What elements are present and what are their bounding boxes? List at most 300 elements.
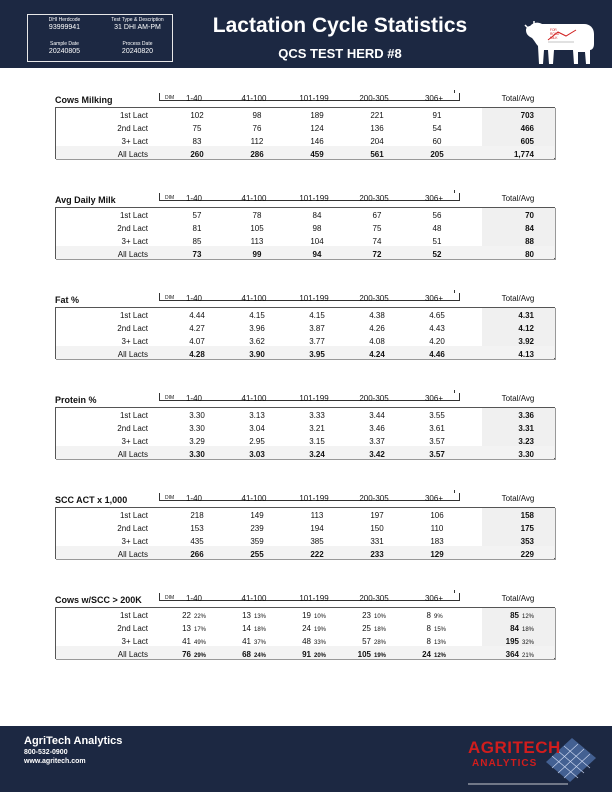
- cow-icon: [524, 14, 602, 66]
- table-cell: 4.26: [369, 324, 385, 333]
- column-header: 1-40: [185, 394, 202, 403]
- table-cell: 57: [192, 211, 202, 220]
- table-cell: 2.95: [249, 437, 265, 446]
- page-title: Lactation Cycle Statistics: [212, 14, 468, 37]
- table-cell: [167, 611, 227, 620]
- total-header: Total/Avg: [501, 494, 535, 503]
- column-header: 41-100: [241, 94, 267, 103]
- table-cell: 129: [430, 550, 444, 559]
- table-cell: 3.90: [249, 350, 265, 359]
- table-cell: [347, 624, 407, 633]
- table-row: [56, 111, 556, 124]
- column-header: 1-40: [185, 494, 202, 503]
- test-type-label: Test Type & Description: [111, 17, 164, 23]
- column-header: 1-40: [185, 194, 202, 203]
- table-cell: 197: [370, 511, 384, 520]
- table-row: [56, 137, 556, 150]
- table-cell: 3.13: [249, 411, 265, 420]
- table-cell: [287, 650, 347, 659]
- cell-count: 14: [242, 624, 251, 633]
- section-title: Fat %: [55, 295, 80, 305]
- table-cell: 385: [310, 537, 324, 546]
- cell-percent: 10%: [314, 614, 327, 620]
- row-label: 2nd Lact: [117, 324, 148, 333]
- process-date-value: 20240820: [121, 48, 154, 55]
- row-label: 2nd Lact: [117, 424, 148, 433]
- cell-count: 105: [357, 650, 371, 659]
- dim-label: DIM: [165, 495, 175, 501]
- table-cell: [167, 624, 227, 633]
- table-row: [56, 624, 556, 637]
- total-cell: 1,774: [513, 150, 534, 159]
- row-label: 3+ Lact: [121, 237, 148, 246]
- cell-count: 24: [422, 650, 431, 659]
- table-cell: 233: [370, 550, 384, 559]
- table-cell: 4.15: [249, 311, 265, 320]
- row-label: 1st Lact: [119, 211, 148, 220]
- total-percent: 32%: [522, 640, 535, 646]
- table-cell: 78: [252, 211, 262, 220]
- row-label: 2nd Lact: [117, 624, 148, 633]
- data-table: [55, 107, 555, 159]
- total-cell: 3.30: [518, 450, 534, 459]
- table-cell: 4.15: [309, 311, 325, 320]
- cell-percent: 15%: [434, 627, 447, 633]
- total-cell: 3.23: [518, 437, 534, 446]
- column-header: 306+: [424, 494, 444, 503]
- row-label: 3+ Lact: [121, 437, 148, 446]
- cell-percent: 28%: [374, 640, 387, 646]
- table-cell: 3.96: [249, 324, 265, 333]
- total-cell: 229: [520, 550, 534, 559]
- table-cell: 48: [432, 224, 442, 233]
- data-table: [55, 507, 555, 559]
- agritech-logo: [468, 732, 598, 788]
- table-cell: 359: [250, 537, 264, 546]
- total-cell: 4.31: [518, 311, 534, 320]
- table-cell: 73: [192, 250, 202, 259]
- table-row: [56, 637, 556, 650]
- logo-text-top: AGRITECH: [468, 738, 561, 757]
- total-percent: 12%: [522, 614, 535, 620]
- cow-label-3: MILK: [550, 36, 558, 40]
- cell-count: 13: [242, 611, 251, 620]
- table-cell: [227, 624, 287, 633]
- table-cell: 3.55: [429, 411, 445, 420]
- process-date-label: Process Date: [122, 41, 153, 47]
- table-cell: 239: [250, 524, 264, 533]
- table-cell: 4.38: [369, 311, 385, 320]
- table-cell: 146: [310, 137, 324, 146]
- table-cell: 3.04: [249, 424, 265, 433]
- row-label: All Lacts: [117, 450, 148, 459]
- column-header: 306+: [424, 394, 444, 403]
- table-cell: 4.46: [429, 350, 445, 359]
- table-cell: 4.44: [189, 311, 205, 320]
- total-cell: 3.31: [518, 424, 534, 433]
- column-header: 306+: [424, 594, 444, 603]
- cell-count: 24: [302, 624, 311, 633]
- cell-percent: 9%: [434, 614, 443, 620]
- total-cell: 703: [520, 111, 534, 120]
- column-header: 200-305: [359, 194, 389, 203]
- row-label: 1st Lact: [119, 311, 148, 320]
- table-cell: 153: [190, 524, 204, 533]
- total-header: Total/Avg: [501, 394, 535, 403]
- table-cell: 183: [430, 537, 444, 546]
- column-header: 41-100: [241, 594, 267, 603]
- table-cell: 113: [250, 237, 264, 246]
- column-header: 306+: [424, 94, 444, 103]
- total-cell: 70: [525, 211, 534, 220]
- table-cell: 3.46: [369, 424, 385, 433]
- cell-percent: 18%: [254, 627, 267, 633]
- cell-percent: 12%: [434, 653, 447, 659]
- table-cell: 67: [372, 211, 382, 220]
- cell-count: 48: [302, 637, 311, 646]
- table-cell: 189: [310, 111, 324, 120]
- cell-percent: 29%: [194, 653, 207, 659]
- table-cell: 205: [430, 150, 444, 159]
- table-cell: 3.15: [309, 437, 325, 446]
- total-cell: [482, 624, 555, 633]
- logo-text-bottom: ANALYTICS: [472, 758, 538, 769]
- table-cell: 4.07: [189, 337, 205, 346]
- table-row: [56, 524, 556, 537]
- total-cell: 84: [525, 224, 534, 233]
- cell-count: 8: [426, 624, 431, 633]
- table-row: [56, 550, 556, 563]
- table-row: [56, 224, 556, 237]
- table-cell: 112: [250, 137, 264, 146]
- table-cell: 83: [192, 137, 202, 146]
- row-label: All Lacts: [117, 250, 148, 259]
- total-header: Total/Avg: [501, 294, 535, 303]
- table-cell: 3.95: [309, 350, 325, 359]
- total-cell: 466: [520, 124, 534, 133]
- cell-percent: 24%: [254, 653, 267, 659]
- table-cell: 105: [250, 224, 264, 233]
- total-header: Total/Avg: [501, 94, 535, 103]
- company-phone: 800-532-0900: [24, 749, 68, 756]
- column-header: 200-305: [359, 294, 389, 303]
- table-cell: 4.27: [189, 324, 205, 333]
- table-cell: [407, 637, 467, 646]
- total-cell: 80: [525, 250, 534, 259]
- section-title: Cows w/SCC > 200K: [55, 595, 142, 605]
- table-row: [56, 650, 556, 663]
- table-cell: 51: [432, 237, 442, 246]
- table-cell: 221: [370, 111, 384, 120]
- table-cell: [287, 611, 347, 620]
- column-header: 101-199: [299, 194, 329, 203]
- cell-count: 41: [242, 637, 251, 646]
- table-row: [56, 311, 556, 324]
- table-row: [56, 537, 556, 550]
- total-cell: 353: [520, 537, 534, 546]
- table-row: [56, 337, 556, 350]
- column-header: 200-305: [359, 94, 389, 103]
- column-header: 101-199: [299, 394, 329, 403]
- cell-percent: 22%: [194, 614, 207, 620]
- table-cell: 3.29: [189, 437, 205, 446]
- cell-count: 68: [242, 650, 251, 659]
- total-cell: 3.92: [518, 337, 534, 346]
- table-cell: 3.30: [189, 450, 205, 459]
- table-cell: [347, 650, 407, 659]
- stats-section: [55, 93, 555, 175]
- data-table: [55, 607, 555, 659]
- cell-percent: 19%: [314, 627, 327, 633]
- cell-count: 76: [182, 650, 191, 659]
- total-header: Total/Avg: [501, 594, 535, 603]
- column-header: 306+: [424, 294, 444, 303]
- table-cell: 3.24: [309, 450, 325, 459]
- table-cell: 3.03: [249, 450, 265, 459]
- table-cell: 136: [370, 124, 384, 133]
- table-cell: 4.28: [189, 350, 205, 359]
- table-row: [56, 450, 556, 463]
- table-row: [56, 250, 556, 263]
- table-row: [56, 511, 556, 524]
- cell-percent: 13%: [254, 614, 267, 620]
- table-cell: [407, 624, 467, 633]
- cell-count: 19: [302, 611, 311, 620]
- table-cell: 3.61: [429, 424, 445, 433]
- row-label: All Lacts: [117, 150, 148, 159]
- table-cell: [347, 611, 407, 620]
- total-cell: 4.12: [518, 324, 534, 333]
- total-cell: 158: [520, 511, 534, 520]
- table-cell: 91: [432, 111, 442, 120]
- table-cell: 3.30: [189, 424, 205, 433]
- table-cell: 3.57: [429, 450, 445, 459]
- row-label: 1st Lact: [119, 411, 148, 420]
- table-cell: 99: [252, 250, 262, 259]
- column-header: 200-305: [359, 394, 389, 403]
- total-count: 364: [505, 650, 519, 659]
- column-header: 101-199: [299, 594, 329, 603]
- row-label: All Lacts: [117, 550, 148, 559]
- column-header: 1-40: [185, 94, 202, 103]
- herd-name: QCS TEST HERD #8: [278, 46, 402, 61]
- data-table: [55, 407, 555, 459]
- table-row: [56, 350, 556, 363]
- sample-date-label: Sample Date: [50, 41, 79, 47]
- column-header: 200-305: [359, 594, 389, 603]
- section-title: Protein %: [55, 395, 97, 405]
- table-cell: 54: [432, 124, 442, 133]
- row-label: 1st Lact: [119, 611, 148, 620]
- table-cell: 3.62: [249, 337, 265, 346]
- table-cell: 331: [370, 537, 384, 546]
- table-cell: [167, 637, 227, 646]
- table-cell: 85: [192, 237, 202, 246]
- cell-percent: 20%: [314, 653, 327, 659]
- total-cell: [482, 650, 555, 659]
- table-cell: 104: [310, 237, 324, 246]
- data-table: [55, 207, 555, 259]
- report-header: [0, 0, 612, 68]
- row-label: 1st Lact: [119, 511, 148, 520]
- herdcode-label: DHI Herdcode: [48, 17, 81, 23]
- table-cell: 98: [312, 224, 322, 233]
- cell-count: 91: [302, 650, 311, 659]
- table-cell: 435: [190, 537, 204, 546]
- total-percent: 21%: [522, 653, 535, 659]
- table-cell: 124: [310, 124, 324, 133]
- table-cell: 459: [310, 150, 324, 159]
- table-cell: 4.08: [369, 337, 385, 346]
- column-header: 41-100: [241, 194, 267, 203]
- herdcode-value: 93999941: [48, 24, 81, 31]
- cell-count: 25: [362, 624, 371, 633]
- section-title: Cows Milking: [55, 95, 113, 105]
- row-label: All Lacts: [117, 650, 148, 659]
- column-header: 101-199: [299, 294, 329, 303]
- table-cell: [227, 650, 287, 659]
- column-header: 306+: [424, 194, 444, 203]
- total-cell: [482, 611, 555, 620]
- table-cell: 106: [430, 511, 444, 520]
- total-cell: 605: [520, 137, 534, 146]
- stats-section: [55, 193, 555, 275]
- table-row: [56, 211, 556, 224]
- table-cell: 4.24: [369, 350, 385, 359]
- stats-section: [55, 493, 555, 575]
- table-cell: [287, 624, 347, 633]
- data-table: [55, 307, 555, 359]
- table-cell: 3.77: [309, 337, 325, 346]
- total-header: Total/Avg: [501, 194, 535, 203]
- table-cell: [347, 637, 407, 646]
- table-cell: 74: [372, 237, 382, 246]
- dim-label: DIM: [165, 295, 175, 301]
- cow-label-2: ROAD: [550, 32, 560, 36]
- table-row: [56, 237, 556, 250]
- table-cell: 266: [190, 550, 204, 559]
- table-cell: 255: [250, 550, 264, 559]
- column-header: 1-40: [185, 294, 202, 303]
- cell-percent: 17%: [194, 627, 207, 633]
- section-title: SCC ACT x 1,000: [55, 495, 128, 505]
- total-percent: 18%: [522, 627, 535, 633]
- row-label: 3+ Lact: [121, 337, 148, 346]
- table-row: [56, 124, 556, 137]
- section-title: Avg Daily Milk: [55, 195, 116, 205]
- table-cell: 3.21: [309, 424, 325, 433]
- table-cell: 94: [312, 250, 322, 259]
- table-row: [56, 411, 556, 424]
- table-cell: 3.30: [189, 411, 205, 420]
- table-cell: 4.20: [429, 337, 445, 346]
- cell-percent: 19%: [374, 653, 387, 659]
- cell-percent: 10%: [374, 614, 387, 620]
- cow-label-1: FOR: [550, 28, 557, 32]
- column-header: 41-100: [241, 294, 267, 303]
- cell-count: 13: [182, 624, 191, 633]
- table-cell: 60: [432, 137, 442, 146]
- cell-count: 41: [182, 637, 191, 646]
- report-footer: [0, 726, 612, 792]
- table-cell: 84: [312, 211, 322, 220]
- table-cell: 56: [432, 211, 442, 220]
- cell-percent: 18%: [374, 627, 387, 633]
- table-cell: 3.44: [369, 411, 385, 420]
- row-label: 2nd Lact: [117, 224, 148, 233]
- row-label: 2nd Lact: [117, 124, 148, 133]
- table-cell: [167, 650, 227, 659]
- table-cell: 3.57: [429, 437, 445, 446]
- stats-section: [55, 393, 555, 475]
- table-cell: 3.37: [369, 437, 385, 446]
- row-label: 3+ Lact: [121, 637, 148, 646]
- herd-info-box: [27, 14, 173, 62]
- cell-percent: 49%: [194, 640, 207, 646]
- cell-count: 8: [426, 637, 431, 646]
- table-cell: 110: [430, 524, 444, 533]
- row-label: All Lacts: [117, 350, 148, 359]
- table-cell: [407, 650, 467, 659]
- table-row: [56, 150, 556, 163]
- total-cell: 4.13: [518, 350, 534, 359]
- total-cell: 3.36: [518, 411, 534, 420]
- cell-count: 23: [362, 611, 371, 620]
- table-row: [56, 437, 556, 450]
- row-label: 3+ Lact: [121, 137, 148, 146]
- test-type-value: 31 DHI AM-PM: [114, 24, 161, 31]
- total-count: 195: [505, 637, 519, 646]
- table-cell: 102: [190, 111, 204, 120]
- table-row: [56, 324, 556, 337]
- table-cell: 3.42: [369, 450, 385, 459]
- table-cell: 3.87: [309, 324, 325, 333]
- table-cell: 3.33: [309, 411, 325, 420]
- table-cell: 561: [370, 150, 384, 159]
- table-cell: 72: [372, 250, 382, 259]
- total-count: 84: [510, 624, 519, 633]
- table-cell: [287, 637, 347, 646]
- table-cell: 76: [252, 124, 262, 133]
- cell-percent: 13%: [434, 640, 447, 646]
- column-header: 41-100: [241, 394, 267, 403]
- total-cell: [482, 637, 555, 646]
- table-cell: 194: [310, 524, 324, 533]
- company-website: www.agritech.com: [24, 758, 86, 765]
- table-cell: 75: [372, 224, 382, 233]
- table-cell: [227, 637, 287, 646]
- row-label: 2nd Lact: [117, 524, 148, 533]
- cell-count: 57: [362, 637, 371, 646]
- table-cell: 52: [432, 250, 442, 259]
- table-cell: 4.65: [429, 311, 445, 320]
- table-cell: 98: [252, 111, 262, 120]
- cell-percent: 37%: [254, 640, 267, 646]
- company-name: AgriTech Analytics: [24, 735, 123, 747]
- total-count: 85: [510, 611, 519, 620]
- column-header: 101-199: [299, 494, 329, 503]
- row-label: 1st Lact: [119, 111, 148, 120]
- table-cell: 150: [370, 524, 384, 533]
- table-cell: 286: [250, 150, 264, 159]
- table-row: [56, 424, 556, 437]
- sample-date-value: 20240805: [48, 48, 81, 55]
- table-cell: 75: [192, 124, 202, 133]
- total-cell: 88: [525, 237, 534, 246]
- table-cell: 204: [370, 137, 384, 146]
- table-cell: 81: [192, 224, 202, 233]
- total-cell: 175: [520, 524, 534, 533]
